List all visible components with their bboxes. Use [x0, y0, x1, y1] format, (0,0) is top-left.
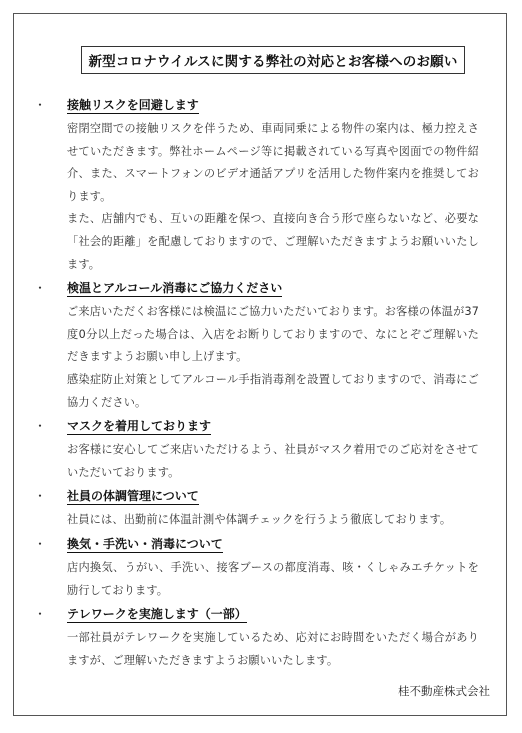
section-paragraph: 社員には、出勤前に体温計測や体調チェックを行うよう徹底しております。 — [67, 513, 452, 527]
section-staff-health — [34, 484, 479, 532]
section-heading: 検温とアルコール消毒にご協力ください — [67, 281, 283, 296]
section-paragraph: また、店舗内でも、互いの距離を保つ、直接向き合う形で座らないなど、必要な「社会的距離」を配慮しておりますので、ご理解いただきますようお願いいたします。 — [67, 212, 479, 271]
bullet-icon: ・ — [34, 281, 47, 296]
section-paragraph: ご来店いただくお客様には検温にご協力いただいております。お客様の体温が37度0分以上だった場合は、入店をお断りしておりますので、なにとぞご理解いただきますようお願い申し上げます。 — [67, 305, 479, 364]
section-contact-risk — [34, 93, 479, 276]
section-paragraph: 密閉空間での接触リスクを伴うため、車両同乗による物件の案内は、極力控えさせていただきます。弊社ホームページ等に掲載されている写真や図面での物件紹介、また、スマートフォンのビデオ通話アプリを活用した物件案内を推奨しております。 — [67, 122, 479, 203]
section-heading: 接触リスクを回避します — [67, 98, 199, 112]
section-paragraph: 店内換気、うがい、手洗い、接客ブースの都度消毒、咳・くしゃみエチケットを励行しております。 — [67, 560, 479, 597]
bullet-icon: ・ — [34, 98, 47, 112]
bullet-icon: ・ — [34, 607, 47, 622]
section-paragraph: お客様に安心してご来店いただけるよう、社員がマスク着用でのご応対をさせていただいております。 — [67, 443, 479, 479]
bullet-icon: ・ — [34, 419, 47, 434]
section-telework — [34, 602, 479, 672]
section-heading: マスクを着用しております — [67, 419, 212, 434]
section-paragraph: 一部社員がテレワークを実施しているため、応対にお時間をいただく場合がありますが、ご理解いただきますようお願いいたします。 — [67, 631, 479, 667]
section-masks — [34, 414, 479, 484]
company-name: 桂不動産株式会社 — [398, 684, 490, 698]
section-temperature-disinfection — [34, 276, 479, 414]
section-ventilation — [34, 532, 479, 602]
section-heading: 社員の体調管理について — [67, 489, 199, 504]
bullet-icon: ・ — [34, 536, 47, 551]
content — [34, 93, 479, 672]
bullet-icon: ・ — [34, 489, 47, 504]
section-heading: テレワークを実施します（一部） — [67, 607, 247, 622]
section-paragraph: 感染症防止対策としてアルコール手指消毒剤を設置しておりますので、消毒にご協力ください。 — [67, 372, 479, 409]
document-title: 新型コロナウイルスに関する弊社の対応とお客様へのお願い — [88, 54, 458, 70]
title-box — [81, 46, 465, 74]
section-heading: 換気・手洗い・消毒について — [67, 536, 223, 551]
